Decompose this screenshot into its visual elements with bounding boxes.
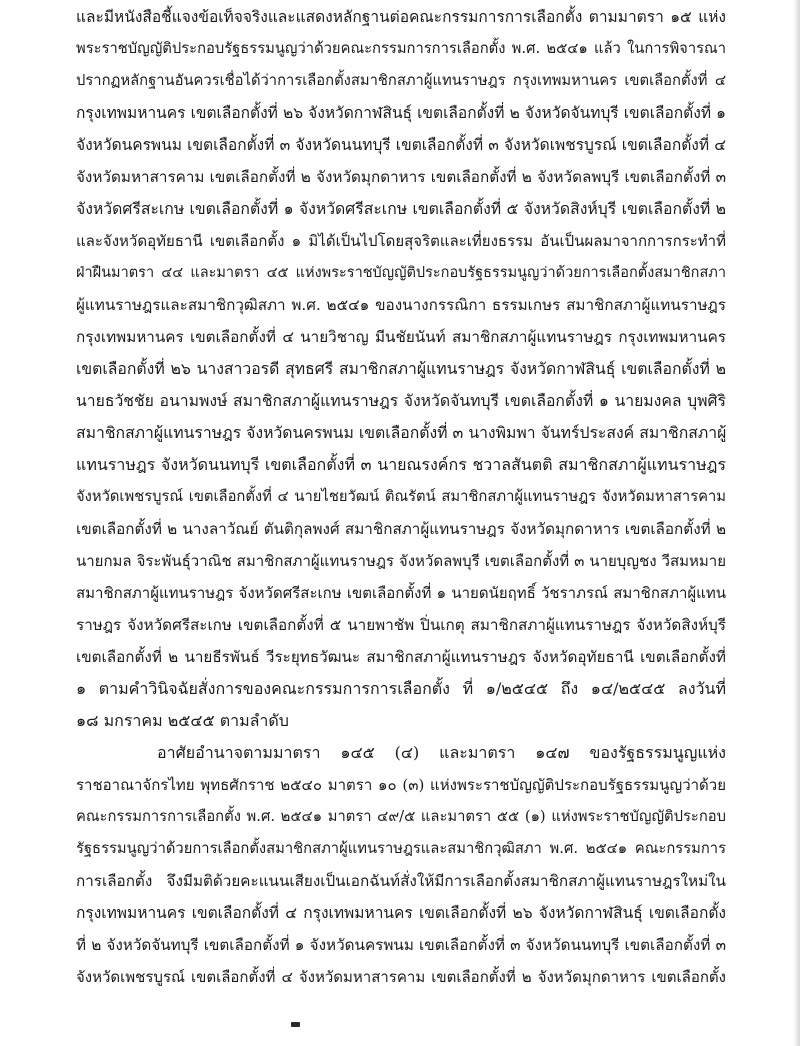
text-line: เขตเลือกตั้งที่ ๒ นางลาวัณย์ ตันติกุลพงศ์ สมาชิกสภาผู้แทนราษฎร จังหวัดมุกดาหาร เขตเลือกตั้งที่ ๒	[76, 520, 726, 538]
text-line: จังหวัดมหาสารคาม เขตเลือกตั้งที่ ๒ จังหวัดมุกดาหาร เขตเลือกตั้งที่ ๒ จังหวัดลพบุรี เขตเลือกตั้งที่ ๓	[76, 168, 726, 186]
text-line: ฝ่าฝืนมาตรา ๔๔ และมาตรา ๔๕ แห่งพระราชบัญญัติประกอบรัฐธรรมนูญว่าด้วยการเลือกตั้งสมาชิกสภา	[76, 265, 726, 281]
text-line: นายกมล จิระพันธุ์วาณิช สมาชิกสภาผู้แทนราษฎร จังหวัดลพบุรี เขตเลือกตั้งที่ ๓ นายบุญชง วีสมหมาย	[76, 552, 726, 570]
text-line: จังหวัดนครพนม เขตเลือกตั้งที่ ๓ จังหวัดนนทบุรี เขตเลือกตั้งที่ ๓ จังหวัดเพชรบูรณ์ เขตเลือกตั้งที่ ๔	[76, 136, 726, 154]
text-line: กรุงเทพมหานคร เขตเลือกตั้งที่ ๔ นายวิชาญ มีนชัยนันท์ สมาชิกสภาผู้แทนราษฎร กรุงเทพมหานคร	[76, 328, 726, 346]
text-line: นายธวัชชัย อนามพงษ์ สมาชิกสภาผู้แทนราษฎร จังหวัดจันทบุรี เขตเลือกตั้งที่ ๑ นายมงคล บุพศิริ	[76, 391, 726, 410]
text-line: ราชอาณาจักรไทย พุทธศักราช ๒๕๔๐ มาตรา ๑๐ (๓) แห่งพระราชบัญญัติประกอบรัฐธรรมนูญว่าด้วย	[76, 776, 726, 794]
text-line: สมาชิกสภาผู้แทนราษฎร จังหวัดศรีสะเกษ เขตเลือกตั้งที่ ๑ นายดนัยฤทธิ์ วัชราภรณ์ สมาชิกสภาผู้แทน	[76, 584, 726, 602]
text-line: คณะกรรมการการเลือกตั้ง พ.ศ. ๒๕๔๑ มาตรา ๔๙/๕ และมาตรา ๕๕ (๑) แห่งพระราชบัญญัติประกอบ	[76, 808, 726, 825]
text-line: สมาชิกสภาผู้แทนราษฎร จังหวัดนครพนม เขตเลือกตั้งที่ ๓ นางพิมพา จันทร์ประสงค์ สมาชิกสภาผู้	[76, 423, 727, 442]
text-line: เขตเลือกตั้งที่ ๒ นายธีรพันธ์ วีระยุทธวัฒนะ สมาชิกสภาผู้แทนราษฎร จังหวัดอุทัยธานี เขตเลือกตั้งที่	[76, 648, 726, 666]
text-line: ๑ ตามคำวินิจฉัยสั่งการของคณะกรรมการการเลือกตั้ง ที่ ๑/๒๕๔๕ ถึง ๑๔/๒๕๔๕ ลงวันที่	[76, 679, 726, 698]
text-line: และจังหวัดอุทัยธานี เขตเลือกตั้ง ๑ มิได้เป็นไปโดยสุจริตและเที่ยงธรรม อันเป็นผลมาจากการกระทำที่	[76, 232, 726, 250]
paragraph-first-line: อาศัยอำนาจตามมาตรา ๑๔๕ (๔) และมาตรา ๑๔๗ ของรัฐธรรมนูญแห่ง	[157, 743, 726, 762]
page-mark	[291, 1022, 300, 1027]
text-line: การเลือกตั้ง จึงมีมติด้วยคะแนนเสียงเป็นเอกฉันท์สั่งให้มีการเลือกตั้งสมาชิกสภาผู้แทนราษฎรใหม่ใน	[76, 872, 726, 890]
text-line: ผู้แทนราษฎรและสมาชิกวุฒิสภา พ.ศ. ๒๕๔๑ ของนางกรรณิกา ธรรมเกษร สมาชิกสภาผู้แทนราษฎร	[76, 296, 726, 314]
text-line: เขตเลือกตั้งที่ ๒๖ นางสาวอรดี สุทธศรี สมาชิกสภาผู้แทนราษฎร จังหวัดกาฬสินธุ์ เขตเลือกตั้งที่ ๒	[76, 359, 726, 378]
text-line: กรุงเทพมหานคร เขตเลือกตั้งที่ ๒๖ จังหวัดกาฬสินธุ์ เขตเลือกตั้งที่ ๒ จังหวัดจันทบุรี เขตเลือกตั้งที่ ๑	[76, 104, 726, 122]
text-line: และมีหนังสือชี้แจงข้อเท็จจริงและแสดงหลักฐานต่อคณะกรรมการการเลือกตั้ง ตามมาตรา ๑๕ แห่ง	[76, 8, 726, 26]
text-line: จังหวัดเพชรบูรณ์ เขตเลือกตั้งที่ ๔ จังหวัดมหาสารคาม เขตเลือกตั้งที่ ๒ จังหวัดมุกดาหาร เขตเลือกตั้ง	[76, 968, 726, 986]
text-line: ราษฎร จังหวัดศรีสะเกษ เขตเลือกตั้งที่ ๕ นายพาชัพ ปิ่นเกตุ สมาชิกสภาผู้แทนราษฎร จังหวัดสิงห์บุรี	[76, 616, 726, 634]
text-line: กรุงเทพมหานคร เขตเลือกตั้งที่ ๔ กรุงเทพมหานคร เขตเลือกตั้งที่ ๒๖ จังหวัดกาฬสินธุ์ เขตเลือกตั้ง	[76, 904, 726, 922]
text-line: แทนราษฎร จังหวัดนนทบุรี เขตเลือกตั้งที่ ๓ นายณรงค์กร ชวาลสันตติ สมาชิกสภาผู้แทนราษฎร	[76, 455, 726, 474]
text-line: รัฐธรรมนูญว่าด้วยการเลือกตั้งสมาชิกสภาผู้แทนราษฎรและสมาชิกวุฒิสภา พ.ศ. ๒๕๔๑ คณะกรรมการ	[76, 840, 726, 857]
text-line: ปรากฏหลักฐานอันควรเชื่อได้ว่าการเลือกตั้งสมาชิกสภาผู้แทนราษฎร กรุงเทพมหานคร เขตเลือกตั้งที่ ๔	[76, 72, 726, 89]
text-line: ที่ ๒ จังหวัดจันทบุรี เขตเลือกตั้งที่ ๑ จังหวัดนครพนม เขตเลือกตั้งที่ ๓ จังหวัดนนทบุรี เขตเลือกตั้งที่ ๓	[76, 936, 726, 954]
text-line: จังหวัดเพชรบูรณ์ เขตเลือกตั้งที่ ๔ นายไชยวัฒน์ ติณรัตน์ สมาชิกสภาผู้แทนราษฎร จังหวัดมหาสารคาม	[76, 488, 726, 505]
text-line: ๑๘ มกราคม ๒๕๔๕ ตามลำดับ	[76, 711, 289, 730]
text-line: พระราชบัญญัติประกอบรัฐธรรมนูญว่าด้วยคณะกรรมการการเลือกตั้ง พ.ศ. ๒๕๔๑ แล้ว ในการพิจารณา	[76, 40, 726, 57]
text-line: จังหวัดศรีสะเกษ เขตเลือกตั้งที่ ๑ จังหวัดศรีสะเกษ เขตเลือกตั้งที่ ๕ จังหวัดสิงห์บุรี เขตเลือกตั้งที่ ๒	[76, 199, 726, 218]
page-edge	[794, 0, 800, 1046]
